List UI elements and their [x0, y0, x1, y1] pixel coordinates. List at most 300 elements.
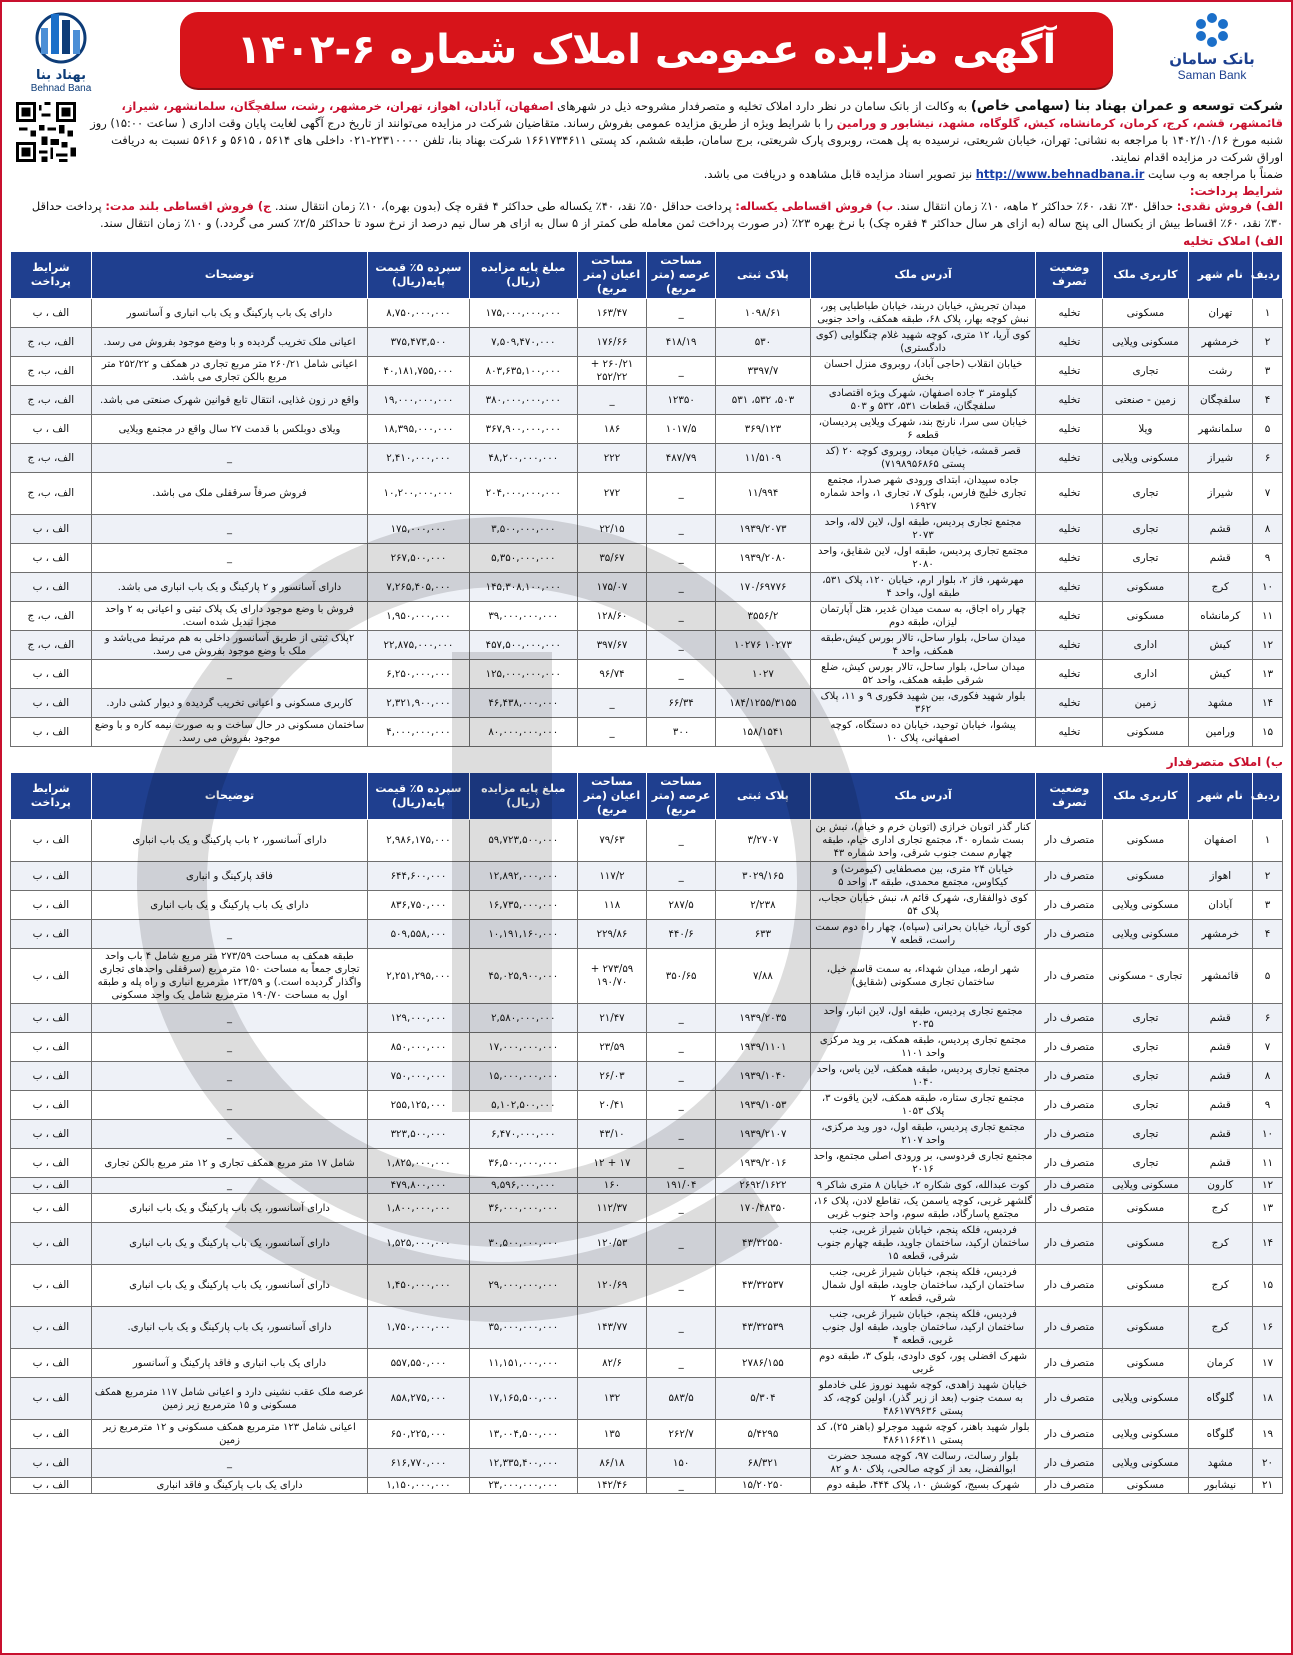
cell-city: شیراز — [1188, 444, 1253, 473]
cell-arse: _ — [647, 660, 716, 689]
cell-status: تخلیه — [1036, 299, 1103, 328]
cell-payment: الف ، ب — [11, 891, 92, 920]
cell-address: خیابان شهید زاهدی، کوچه شهید نوروز علی خادملو به سمت جنوب (بعد از زیر گذر)، اولین کوچه، کد پستی ۴۸۶۱۷۷۹۶۳۶ — [810, 1378, 1036, 1420]
term-a-label: الف) فروش نقدی: — [1176, 199, 1283, 213]
cell-deposit: ۳۷۵,۴۷۳,۵۰۰ — [368, 328, 469, 357]
cell-address: چهار راه اجاق، به سمت میدان غدیر، هتل آپارتمان لیزان، طبقه دوم — [810, 602, 1036, 631]
cell-ayan: ۲۱/۴۷ — [577, 1004, 646, 1033]
cell-arse: _ — [647, 1033, 716, 1062]
bank-name-fa: بانک سامان — [1169, 50, 1255, 68]
cell-base-price: ۱۵,۰۰۰,۰۰۰,۰۰۰ — [469, 1062, 577, 1091]
cell-payment: الف ، ب — [11, 573, 92, 602]
cell-deposit: ۵۰۹,۵۵۸,۰۰۰ — [368, 920, 469, 949]
bank-name-en: Saman Bank — [1177, 68, 1247, 82]
cell-row-number: ۳ — [1253, 357, 1283, 386]
cell-arse: _ — [647, 862, 716, 891]
table-row — [11, 1223, 1283, 1265]
cell-ayan: ۱۲۰/۵۳ — [577, 1223, 646, 1265]
cell-status: تخلیه — [1036, 689, 1103, 718]
cell-row-number: ۹ — [1253, 544, 1283, 573]
cell-address: کوی آریا، ۱۲ متری، کوچه شهید غلام چنگلوایی (کوی دادگستری) — [810, 328, 1036, 357]
terms-title: شرایط پرداخت: — [1189, 184, 1283, 198]
cell-deposit: ۲۲,۸۷۵,۰۰۰,۰۰۰ — [368, 631, 469, 660]
cell-city: اهواز — [1188, 862, 1253, 891]
table-row — [11, 862, 1283, 891]
cell-ayan: _ — [577, 689, 646, 718]
cell-status: متصرف دار — [1036, 1265, 1103, 1307]
cell-row-number: ۱۱ — [1253, 1149, 1283, 1178]
cell-base-price: ۳,۵۰۰,۰۰۰,۰۰۰ — [469, 515, 577, 544]
col-base-price: مبلغ پایه مزایده (ریال) — [469, 252, 577, 299]
cell-base-price: ۴۶,۴۳۸,۰۰۰,۰۰۰ — [469, 689, 577, 718]
cell-arse: _ — [647, 1349, 716, 1378]
cell-plak: ۶۸/۳۲۱ — [716, 1449, 810, 1478]
cell-payment: الف ، ب — [11, 1178, 92, 1194]
cell-description: _ — [91, 1033, 368, 1062]
cell-arse: _ — [647, 602, 716, 631]
cell-description: ویلای دوبلکس با قدمت ۲۷ سال واقع در مجتمع ویلایی — [91, 415, 368, 444]
cell-arse: _ — [647, 1223, 716, 1265]
cell-use: مسکونی ویلایی — [1103, 1378, 1188, 1420]
cell-row-number: ۲۰ — [1253, 1449, 1283, 1478]
cell-description: _ — [91, 444, 368, 473]
cell-city: رشت — [1188, 357, 1253, 386]
cell-city: قشم — [1188, 515, 1253, 544]
cell-description: فروش با وضع موجود دارای یک پلاک ثبتی و اعیانی به ۲ واحد مجزا تبدیل شده است. — [91, 602, 368, 631]
cell-address: کوت عبدالله، کوی شکاره ۲، خیابان ۸ متری شاکر ۹ — [810, 1178, 1036, 1194]
cell-description: اعیانی ملک تخریب گردیده و با وضع موجود بفروش می رسد. — [91, 328, 368, 357]
cell-plak: ۱۹۳۹/۲۰۱۶ — [716, 1149, 810, 1178]
cell-use: مسکونی — [1103, 1478, 1188, 1494]
col-base-price: مبلغ پایه مزایده (ریال) — [469, 773, 577, 820]
cell-payment: الف، ب، ج — [11, 602, 92, 631]
cell-plak: ۳۰۲۹/۱۶۵ — [716, 862, 810, 891]
col-city: نام شهر — [1188, 252, 1253, 299]
cell-payment: الف ، ب — [11, 820, 92, 862]
cell-city: مشهد — [1188, 1449, 1253, 1478]
cell-use: تجاری — [1103, 1004, 1188, 1033]
cell-address: شهرک بسیج، کوشش ۱۰، پلاک ۴۴۴، طبقه دوم — [810, 1478, 1036, 1494]
cell-arse: _ — [647, 1149, 716, 1178]
cell-plak: ۱۷۰/۴۸۳۵۰ — [716, 1194, 810, 1223]
cell-deposit: ۶۱۶,۷۷۰,۰۰۰ — [368, 1449, 469, 1478]
cell-base-price: ۴۵۷,۵۰۰,۰۰۰,۰۰۰ — [469, 631, 577, 660]
cell-row-number: ۱۳ — [1253, 660, 1283, 689]
cell-arse: _ — [647, 1265, 716, 1307]
cell-use: تجاری — [1103, 357, 1188, 386]
cell-status: متصرف دار — [1036, 1307, 1103, 1349]
cell-status: تخلیه — [1036, 573, 1103, 602]
cell-payment: الف ، ب — [11, 515, 92, 544]
cell-address: جاده سپیدان، ابتدای ورودی شهر صدرا، مجتمع تجاری خلیج فارس، بلوک ۷، تجاری ۱، واحد شماره ۱۶۹۲۷ — [810, 473, 1036, 515]
cell-use: تجاری — [1103, 515, 1188, 544]
cell-description: ۲پلاک ثبتی از طریق آسانسور داخلی به هم مرتبط می‌باشد و ملک با وضع موجود بفروش می رسد. — [91, 631, 368, 660]
cell-city: کرمانشاه — [1188, 602, 1253, 631]
cell-use: مسکونی — [1103, 602, 1188, 631]
cell-status: متصرف دار — [1036, 1062, 1103, 1091]
cell-address: مجتمع تجاری پردیس، طبقه همکف، بر وید مرکزی واحد ۱۱۰۱ — [810, 1033, 1036, 1062]
cell-arse: _ — [647, 1062, 716, 1091]
cell-use: تجاری — [1103, 473, 1188, 515]
cell-plak: ۴۳/۳۲۵۳۷ — [716, 1265, 810, 1307]
cell-status: تخلیه — [1036, 602, 1103, 631]
cell-payment: الف ، ب — [11, 544, 92, 573]
cell-payment: الف، ب، ج — [11, 357, 92, 386]
term-c-label: ج) فروش اقساطی بلند مدت: — [105, 199, 272, 213]
cell-payment: الف ، ب — [11, 660, 92, 689]
cell-use: تجاری — [1103, 1062, 1188, 1091]
cell-payment: الف ، ب — [11, 1033, 92, 1062]
cell-status: متصرف دار — [1036, 1033, 1103, 1062]
cell-address: فردیس، فلکه پنجم، خیابان شیراز غربی، جنب ساختمان ارکید، ساختمان جاوید، طبقه اول جنوب غربی، قطعه ۴ — [810, 1307, 1036, 1349]
cell-description: اعیانی شامل ۲۶۰/۲۱ متر مربع تجاری در همکف و ۲۵۲/۲۲ متر مربع بالکن تجاری می باشد. — [91, 357, 368, 386]
cell-use: اداری — [1103, 631, 1188, 660]
cell-row-number: ۱۰ — [1253, 573, 1283, 602]
cell-plak: ۵۳۰ — [716, 328, 810, 357]
cell-plak: ۷/۸۸ — [716, 949, 810, 1004]
col-address: آدرس ملک — [810, 252, 1036, 299]
intro-website-paragraph — [86, 166, 1283, 183]
cell-row-number: ۹ — [1253, 1091, 1283, 1120]
cell-plak: ۱۹۳۹/۱۰۴۰ — [716, 1062, 810, 1091]
cell-use: مسکونی — [1103, 573, 1188, 602]
cell-row-number: ۱۲ — [1253, 631, 1283, 660]
cell-address: خیابان سی سرا، نارنج بند، شهرک ویلایی پردیسان، قطعه ۶ — [810, 415, 1036, 444]
table-row — [11, 602, 1283, 631]
cell-plak: ۱۰۹۸/۶۱ — [716, 299, 810, 328]
cell-address: مجتمع تجاری ستاره، طبقه همکف، لاین یاقوت ۳، پلاک ۱۰۵۳ — [810, 1091, 1036, 1120]
title-banner — [180, 12, 1113, 88]
cell-status: تخلیه — [1036, 386, 1103, 415]
cell-plak: ۱۷۰/۶۹۷۷۶ — [716, 573, 810, 602]
cell-base-price: ۱۲,۸۹۲,۰۰۰,۰۰۰ — [469, 862, 577, 891]
cell-city: کرج — [1188, 1194, 1253, 1223]
cell-deposit: ۲۵۵,۱۲۵,۰۰۰ — [368, 1091, 469, 1120]
cell-deposit: ۶۵۰,۲۲۵,۰۰۰ — [368, 1420, 469, 1449]
cell-arse: _ — [647, 820, 716, 862]
cell-deposit: ۱,۹۵۰,۰۰۰,۰۰۰ — [368, 602, 469, 631]
cell-payment: الف، ب، ج — [11, 631, 92, 660]
cell-payment: الف ، ب — [11, 415, 92, 444]
cell-description: _ — [91, 920, 368, 949]
cell-ayan: _ — [577, 718, 646, 747]
cell-deposit: ۷,۲۶۵,۴۰۵,۰۰۰ — [368, 573, 469, 602]
company-name: شرکت توسعه و عمران بهناد بنا (سهامی خاص) — [970, 98, 1283, 114]
cell-ayan: ۱۷ + ۱۲ — [577, 1149, 646, 1178]
cell-city: کیش — [1188, 631, 1253, 660]
section-a-rows — [11, 299, 1283, 747]
cell-payment: الف ، ب — [11, 689, 92, 718]
cell-use: تجاری — [1103, 1120, 1188, 1149]
table-row — [11, 1004, 1283, 1033]
intro-part-2: را با شرایط ویژه از طریق مزایده عمومی بفروش رساند. متقاضیان شرکت در مزایده می‌توانند از تاریخ درج آگهی لغایت پایان وقت اداری ( ساعت ۱۵:۰۰) روز شنبه مورخ ۱۴۰۲/۱۰/۱۶ با مراجعه به نشانی: تهران، خیابان شریعتی، نرسیده به پل همت، روبروی پارک شریعتی، برج سامان، طبقه ششم، کد پستی ۱۶۶۱۷۳۴۶۱۱ شرکت بهناد بنا، تلفن ۲۲۳۱۰۰۰۰-۰۲۱ داخلی های ۵۶۱۴ ، ۵۶۱۵ و ۵۶۱۶ نسبت به دریافت اوراق شرکت در مزایده اقدام نمایند. — [90, 116, 1283, 164]
cell-deposit: ۳۲۳,۵۰۰,۰۰۰ — [368, 1120, 469, 1149]
intro-paragraph — [86, 98, 1283, 166]
cell-address: فردیس، فلکه پنجم، خیابان شیراز غربی، جنب ساختمان ارکید، ساختمان جاوید، طبقه چهارم جنوب شرقی، قطعه ۱۵ — [810, 1223, 1036, 1265]
cell-deposit: ۴۰,۱۸۱,۷۵۵,۰۰۰ — [368, 357, 469, 386]
cell-row-number: ۱۵ — [1253, 718, 1283, 747]
cell-status: تخلیه — [1036, 660, 1103, 689]
cell-base-price: ۳۶۷,۹۰۰,۰۰۰,۰۰۰ — [469, 415, 577, 444]
cell-arse: ۲۸۷/۵ — [647, 891, 716, 920]
table-row — [11, 544, 1283, 573]
cell-use: زمین — [1103, 689, 1188, 718]
cell-description: عرصه ملک عقب نشینی دارد و اعیانی شامل ۱۱۷ مترمربع همکف مسکونی و ۱۵ مترمربع زیر زمین — [91, 1378, 368, 1420]
cell-ayan: ۱۷۵/۰۷ — [577, 573, 646, 602]
col-plak: پلاک ثبتی — [716, 773, 810, 820]
cell-address: مجتمع تجاری پردیس، طبقه اول، لاین شقایق، واحد ۲۰۸۰ — [810, 544, 1036, 573]
cell-arse: ۵۸۳/۵ — [647, 1378, 716, 1420]
cell-arse: ۱۰۱۷/۵ — [647, 415, 716, 444]
cell-base-price: ۵,۱۰۲,۵۰۰,۰۰۰ — [469, 1091, 577, 1120]
cell-ayan: ۱۲۰/۶۹ — [577, 1265, 646, 1307]
table-row — [11, 328, 1283, 357]
cell-plak: ۱۵/۲۰۲۵۰ — [716, 1478, 810, 1494]
cell-plak: ۵/۳۰۴ — [716, 1378, 810, 1420]
cell-address: میدان ساحل، بلوار ساحل، تالار بورس کیش، ضلع شرقی طبقه همکف، واحد ۵۲ — [810, 660, 1036, 689]
cell-row-number: ۱۸ — [1253, 1378, 1283, 1420]
cell-address: میدان تجریش، خیابان دربند، خیابان طباطبایی پور، نبش کوچه بهار، پلاک ۶۸، طبقه همکف، واحد جنوبی — [810, 299, 1036, 328]
cell-city: خرمشهر — [1188, 328, 1253, 357]
table-row — [11, 573, 1283, 602]
table-row — [11, 357, 1283, 386]
cell-description: _ — [91, 1091, 368, 1120]
cell-city: قشم — [1188, 1033, 1253, 1062]
cell-deposit: ۶۴۴,۶۰۰,۰۰۰ — [368, 862, 469, 891]
cell-plak: ۱۱/۹۹۴ — [716, 473, 810, 515]
cell-arse: _ — [647, 1120, 716, 1149]
cell-city: قائمشهر — [1188, 949, 1253, 1004]
cell-base-price: ۵۹,۷۲۳,۵۰۰,۰۰۰ — [469, 820, 577, 862]
cell-ayan: ۲۷۲ — [577, 473, 646, 515]
cell-status: تخلیه — [1036, 631, 1103, 660]
cell-description: دارای آسانسور، یک باب پارکینگ و یک باب انباری — [91, 1194, 368, 1223]
cell-arse: _ — [647, 1478, 716, 1494]
cell-row-number: ۱۷ — [1253, 1349, 1283, 1378]
cell-payment: الف ، ب — [11, 1478, 92, 1494]
col-status: وضعیت تصرف — [1036, 773, 1103, 820]
cell-payment: الف، ب، ج — [11, 473, 92, 515]
behnad-name-en: Behnad Bana — [30, 83, 92, 94]
col-payment: شرایط پرداخت — [11, 252, 92, 299]
cell-base-price: ۹,۵۹۶,۰۰۰,۰۰۰ — [469, 1178, 577, 1194]
cell-plak: ۱۹۳۹/۱۱۰۱ — [716, 1033, 810, 1062]
cell-base-price: ۱۲,۳۳۵,۴۰۰,۰۰۰ — [469, 1449, 577, 1478]
cell-status: متصرف دار — [1036, 1178, 1103, 1194]
cell-ayan: ۲۶/۰۳ — [577, 1062, 646, 1091]
website-link[interactable]: http://www.behnadbana.ir — [975, 167, 1145, 181]
table-row — [11, 415, 1283, 444]
cell-address: کوی ذوالفقاری، شهرک قائم ۸، نبش خیابان حجاب، پلاک ۵۴ — [810, 891, 1036, 920]
cell-use: مسکونی — [1103, 1265, 1188, 1307]
cell-use: تجاری — [1103, 1149, 1188, 1178]
term-c-text: پرداخت حداقل ۳۰٪ نقد، ۶۰٪ اقساط بیش از یکسال الی پنج ساله (به ازای هر سال حداکثر ۴ فقره چک) با نرخ بهره ۲۳٪ (در صورت پرداخت ثمن معامله طی کمتر از ۵ سال به ازای هر سال نیم درصد از نرخ سود تا حداکثر ۲/۵٪ کسر می گردد.) و ۱۰٪ زمان انتقال سند. — [31, 199, 1283, 230]
cell-plak: ۱۹۳۹/۲۰۳۵ — [716, 1004, 810, 1033]
cell-arse: _ — [647, 1004, 716, 1033]
cell-use: مسکونی — [1103, 1223, 1188, 1265]
cell-payment: الف ، ب — [11, 1120, 92, 1149]
cell-row-number: ۲ — [1253, 862, 1283, 891]
cell-row-number: ۴ — [1253, 920, 1283, 949]
cell-address: شهرک افضلی پور، کوی داودی، بلوک ۳، طبقه دوم غربی — [810, 1349, 1036, 1378]
cell-ayan: ۲۳/۵۹ — [577, 1033, 646, 1062]
saman-flower-icon — [1190, 10, 1234, 50]
cell-arse: ۴۴۰/۶ — [647, 920, 716, 949]
col-use: کاربری ملک — [1103, 252, 1188, 299]
table-row — [11, 1449, 1283, 1478]
table-row — [11, 1349, 1283, 1378]
cell-status: تخلیه — [1036, 544, 1103, 573]
cell-ayan: ۳۵/۶۷ — [577, 544, 646, 573]
cell-city: کارون — [1188, 1178, 1253, 1194]
table-row — [11, 1420, 1283, 1449]
cell-row-number: ۸ — [1253, 515, 1283, 544]
cell-city: کرج — [1188, 573, 1253, 602]
col-description: توضیحات — [91, 252, 368, 299]
cell-row-number: ۱۰ — [1253, 1120, 1283, 1149]
cell-city: گلوگاه — [1188, 1420, 1253, 1449]
cell-ayan: ۱۳۵ — [577, 1420, 646, 1449]
intro-text — [10, 98, 1283, 183]
cell-deposit: ۲۶۷,۵۰۰,۰۰۰ — [368, 544, 469, 573]
table-row — [11, 515, 1283, 544]
cell-arse: _ — [647, 357, 716, 386]
cell-payment: الف ، ب — [11, 1420, 92, 1449]
cell-ayan: ۱۱۲/۳۷ — [577, 1194, 646, 1223]
cell-status: متصرف دار — [1036, 1449, 1103, 1478]
cell-city: خرمشهر — [1188, 920, 1253, 949]
cell-description: دارای آسانسور، یک باب پارکینگ و یک باب انباری — [91, 1223, 368, 1265]
col-ayan: مساحت اعیان (متر مربع) — [577, 773, 646, 820]
cell-use: مسکونی — [1103, 862, 1188, 891]
cell-base-price: ۶,۴۷۰,۰۰۰,۰۰۰ — [469, 1120, 577, 1149]
cell-row-number: ۵ — [1253, 949, 1283, 1004]
cell-plak: ۲۷۸۶/۱۵۵ — [716, 1349, 810, 1378]
cell-deposit: ۴۷۹,۸۰۰,۰۰۰ — [368, 1178, 469, 1194]
cell-ayan: ۲۲/۱۵ — [577, 515, 646, 544]
cell-description: فاقد پارکینگ و انباری — [91, 862, 368, 891]
table-row — [11, 1378, 1283, 1420]
cell-deposit: ۸۳۶,۷۵۰,۰۰۰ — [368, 891, 469, 920]
table-row — [11, 1178, 1283, 1194]
cell-city: قشم — [1188, 1062, 1253, 1091]
table-row — [11, 1194, 1283, 1223]
section-a-title: الف) املاک تخلیه — [1183, 234, 1283, 248]
cell-plak: ۱۰۲۷ — [716, 660, 810, 689]
cell-plak: ۱۱/۵۱۰۹ — [716, 444, 810, 473]
table-row — [11, 473, 1283, 515]
cell-use: مسکونی — [1103, 718, 1188, 747]
col-row: ردیف — [1253, 773, 1283, 820]
cell-deposit: ۱,۸۰۰,۰۰۰,۰۰۰ — [368, 1194, 469, 1223]
cell-payment: الف ، ب — [11, 1004, 92, 1033]
cell-base-price: ۴۸,۲۰۰,۰۰۰,۰۰۰ — [469, 444, 577, 473]
cell-arse: _ — [647, 515, 716, 544]
cell-status: متصرف دار — [1036, 949, 1103, 1004]
cell-ayan: ۲۷۳/۵۹ + ۱۹۰/۷۰ — [577, 949, 646, 1004]
table-row — [11, 386, 1283, 415]
cell-status: متصرف دار — [1036, 1149, 1103, 1178]
cell-row-number: ۷ — [1253, 473, 1283, 515]
cell-arse: _ — [647, 1194, 716, 1223]
cell-plak: ۱۰۲۷۳ ۱۰۲۷۶ — [716, 631, 810, 660]
cell-payment: الف ، ب — [11, 1149, 92, 1178]
cell-arse: _ — [647, 573, 716, 602]
cell-base-price: ۳۶,۵۰۰,۰۰۰,۰۰۰ — [469, 1149, 577, 1178]
behnad-bana-logo — [20, 8, 102, 94]
cell-ayan: ۱۳۲ — [577, 1378, 646, 1420]
cell-description: _ — [91, 660, 368, 689]
table-row — [11, 689, 1283, 718]
cell-base-price: ۱۳,۰۰۴,۵۰۰,۰۰۰ — [469, 1420, 577, 1449]
cell-description: طبقه همکف به مساحت ۲۷۳/۵۹ متر مربع شامل ۴ باب واحد تجاری جمعاً به مساحت ۱۵۰ مترمربع (سرقفلی واحدهای تجاری واگذار گردیده است.) و ۱۲۳/۵۹ مترمربع انباری و راه پله و طبقه اول به مساحت ۱۹۰/۷۰ مترمربع شامل یک واحد مسکونی — [91, 949, 368, 1004]
cell-arse: ۶۶/۳۴ — [647, 689, 716, 718]
cell-ayan: ۱۱۸ — [577, 891, 646, 920]
cell-row-number: ۱۶ — [1253, 1307, 1283, 1349]
table-row — [11, 949, 1283, 1004]
cell-description: _ — [91, 544, 368, 573]
cell-status: متصرف دار — [1036, 1091, 1103, 1120]
cell-address: بلوار شهید فکوری، بین شهید فکوری ۹ و ۱۱، پلاک ۳۶۲ — [810, 689, 1036, 718]
cell-deposit: ۱,۸۲۵,۰۰۰,۰۰۰ — [368, 1149, 469, 1178]
cell-use: مسکونی — [1103, 1349, 1188, 1378]
cell-use: مسکونی ویلایی — [1103, 1178, 1188, 1194]
table-row — [11, 1478, 1283, 1494]
table-row — [11, 660, 1283, 689]
cell-address: بلوار شهید باهنر، کوچه شهید موجرلو (باهنر ۲۵)، کد پستی ۴۸۶۱۱۶۶۴۱۱ — [810, 1420, 1036, 1449]
cell-description: کاربری مسکونی و اعیانی تخریب گردیده و دیوار کشی دارد. — [91, 689, 368, 718]
cell-base-price: ۷,۵۰۹,۴۷۰,۰۰۰ — [469, 328, 577, 357]
cell-address: گلشهر غربی، کوچه یاسمن یک، تقاطع لادن، پلاک ۱۶، مجتمع پاسارگاد، طبقه سوم، واحد جنوب غربی — [810, 1194, 1036, 1223]
col-use: کاربری ملک — [1103, 773, 1188, 820]
cell-use: مسکونی ویلایی — [1103, 1420, 1188, 1449]
cell-city: قشم — [1188, 1091, 1253, 1120]
cell-city: مشهد — [1188, 689, 1253, 718]
table-row — [11, 891, 1283, 920]
table-row — [11, 920, 1283, 949]
cell-arse: ۳۰۰ — [647, 718, 716, 747]
cell-ayan: ۹۶/۷۴ — [577, 660, 646, 689]
cell-row-number: ۱۲ — [1253, 1178, 1283, 1194]
cell-deposit: ۱۲۹,۰۰۰,۰۰۰ — [368, 1004, 469, 1033]
table-row — [11, 1120, 1283, 1149]
table-header — [11, 252, 1283, 299]
col-arse: مساحت عرصه (متر مربع) — [647, 252, 716, 299]
cell-row-number: ۲ — [1253, 328, 1283, 357]
cell-base-price: ۱۷۵,۰۰۰,۰۰۰,۰۰۰ — [469, 299, 577, 328]
cell-deposit: ۱,۱۵۰,۰۰۰,۰۰۰ — [368, 1478, 469, 1494]
header — [10, 6, 1283, 98]
intro-part-1: به وکالت از بانک سامان در نظر دارد املاک تخلیه و متصرفدار مشروحه ذیل در شهرهای — [557, 99, 968, 113]
cell-base-price: ۳۸۰,۰۰۰,۰۰۰,۰۰۰ — [469, 386, 577, 415]
cell-plak: ۱۹۳۹/۲۰۷۳ — [716, 515, 810, 544]
cell-city: شیراز — [1188, 473, 1253, 515]
cell-deposit: ۲,۳۲۱,۹۰۰,۰۰۰ — [368, 689, 469, 718]
cell-arse: _ — [647, 1091, 716, 1120]
cell-arse: _ — [647, 631, 716, 660]
cell-address: شهر ارطه، میدان شهداء، به سمت قاسم خیل، ساختمان تجاری مسکونی (شقایق) — [810, 949, 1036, 1004]
cell-city: اصفهان — [1188, 820, 1253, 862]
col-arse: مساحت عرصه (متر مربع) — [647, 773, 716, 820]
cell-use: اداری — [1103, 660, 1188, 689]
cell-payment: الف، ب، ج — [11, 328, 92, 357]
col-deposit: سپرده ۵٪ قیمت پایه(ریال) — [368, 773, 469, 820]
cell-address: خیابان ۲۴ متری، بین مصطفایی (کیومرث) و کیکاوس، مجتمع محمدی، طبقه ۳، واحد ۵ — [810, 862, 1036, 891]
cell-use: ویلا — [1103, 415, 1188, 444]
cell-status: متصرف دار — [1036, 1478, 1103, 1494]
table-row — [11, 631, 1283, 660]
table-row — [11, 1149, 1283, 1178]
